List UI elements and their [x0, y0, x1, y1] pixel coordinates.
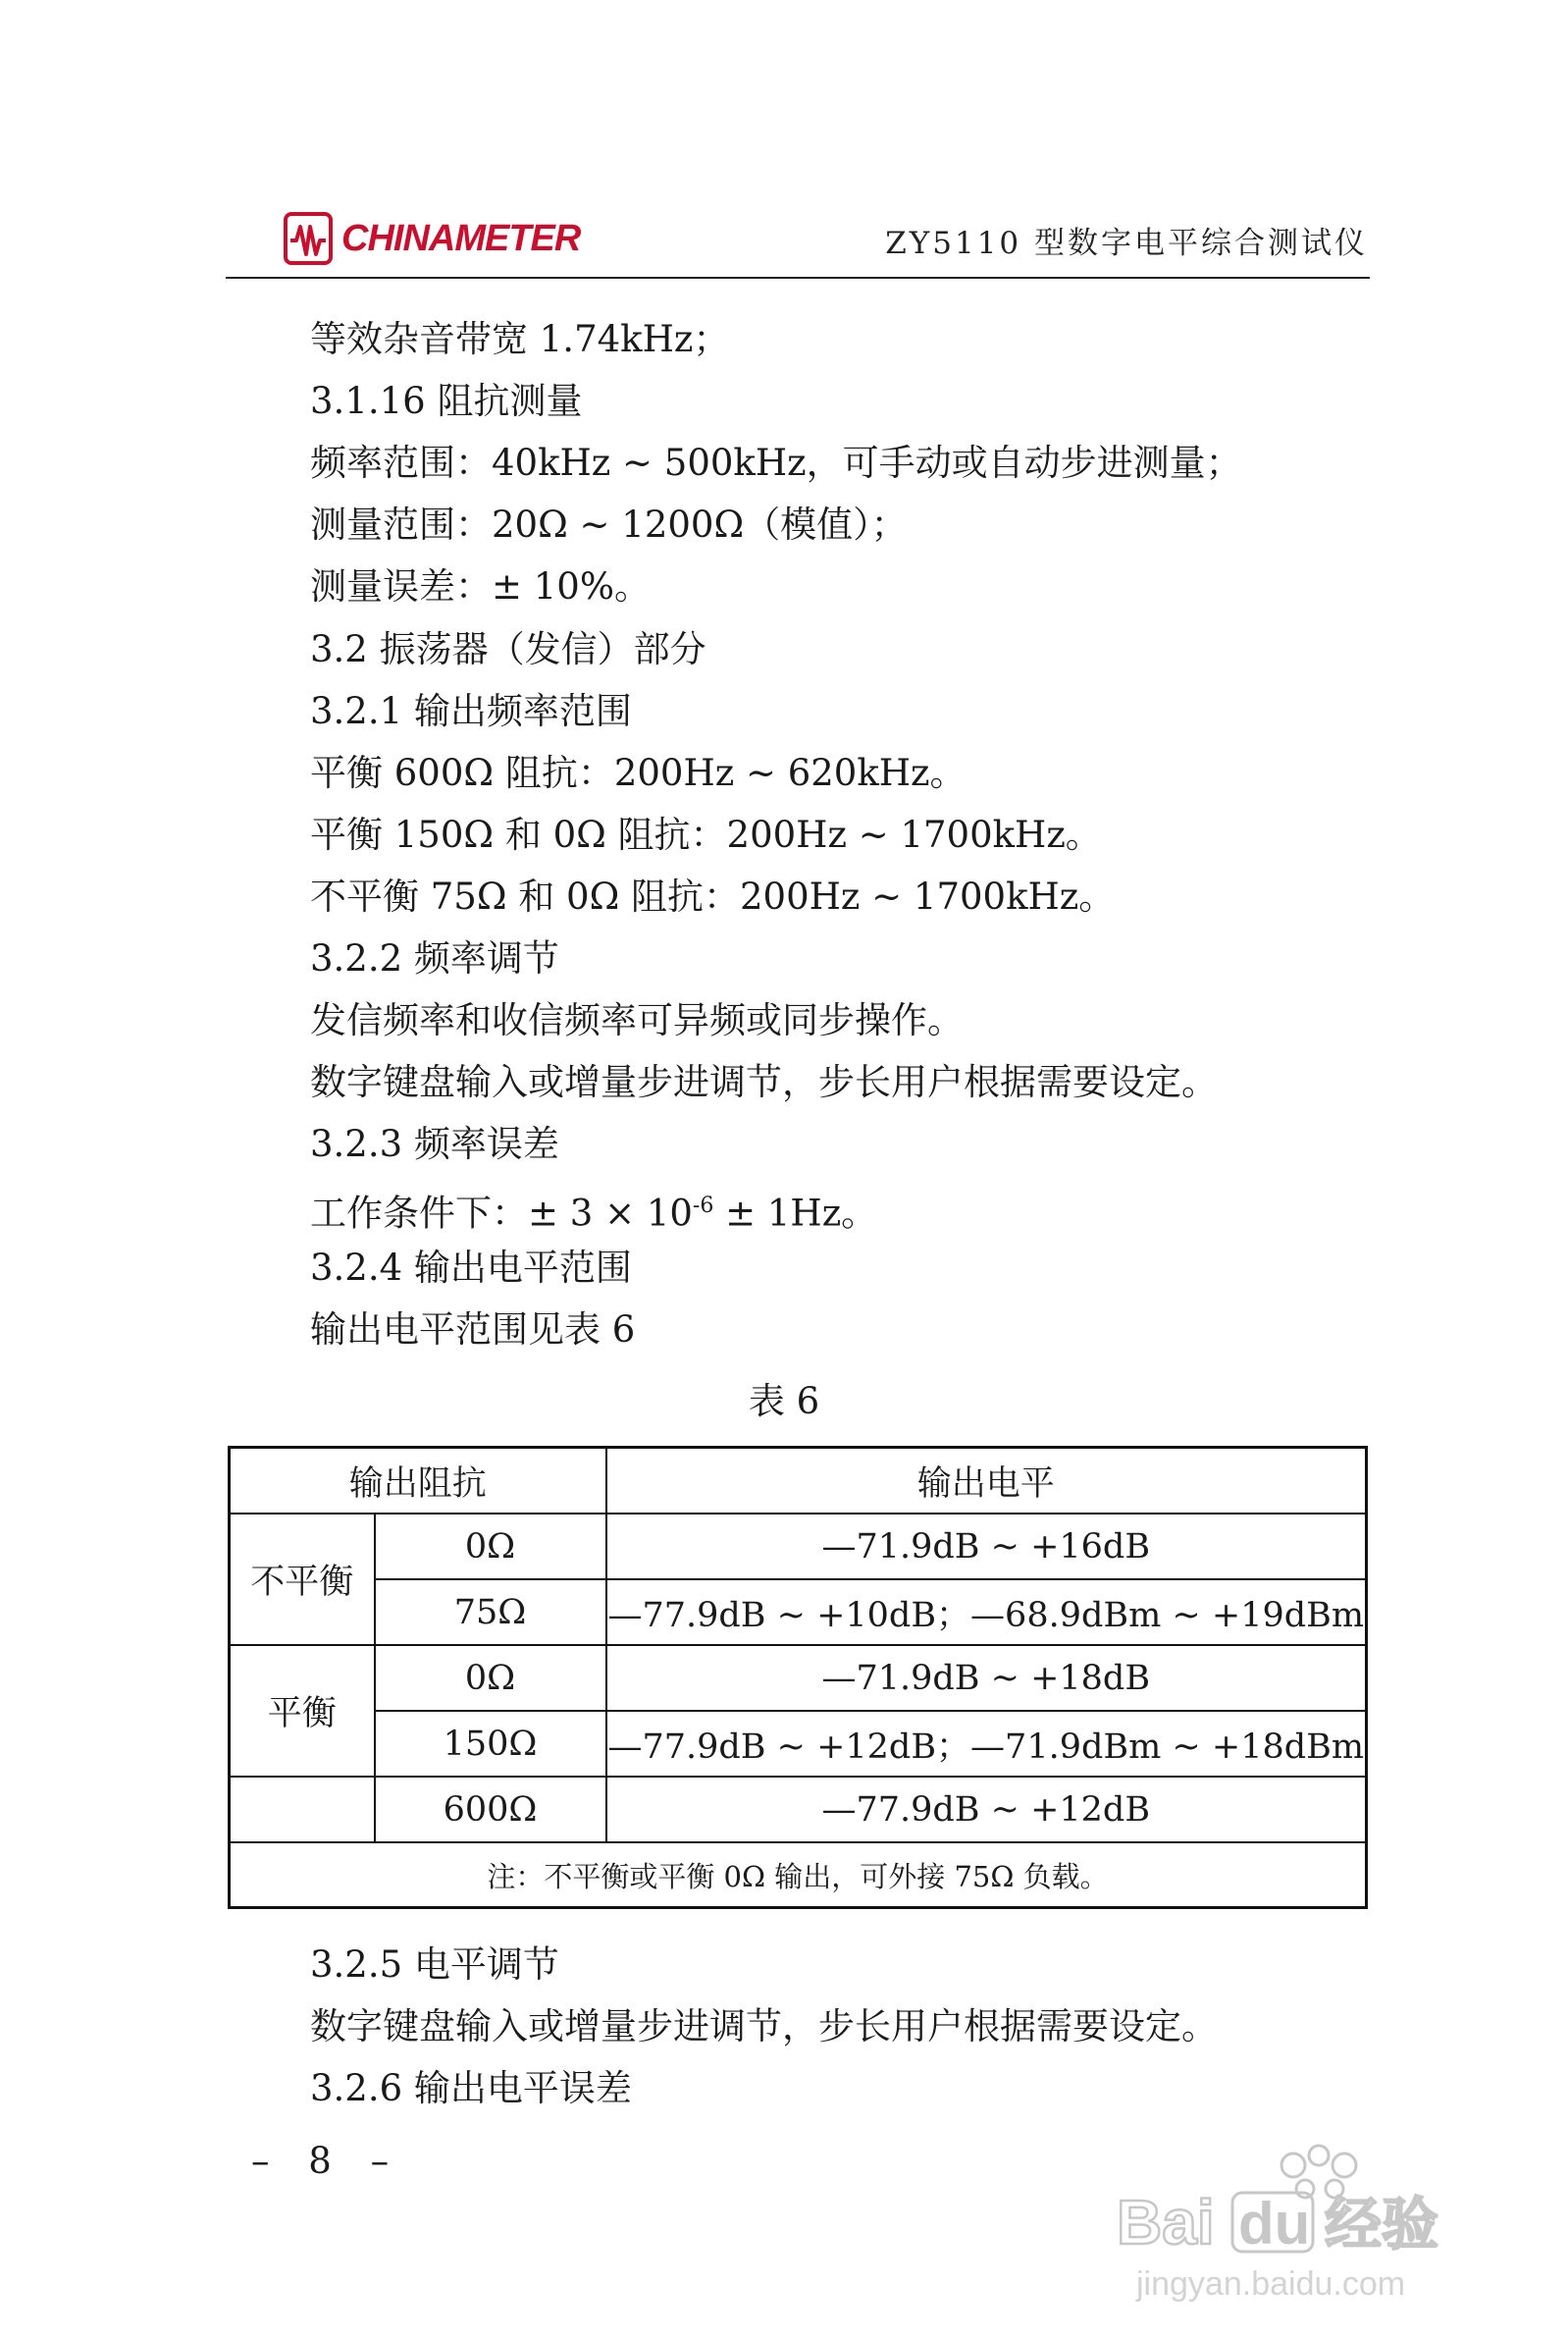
header-divider [226, 277, 1370, 279]
section-heading: 3.2.2 频率调节 [310, 937, 559, 980]
table-row [230, 1579, 1367, 1645]
error-prefix: 工作条件下：± 3 × 10 [310, 1192, 693, 1235]
table-row [230, 1711, 1367, 1777]
error-exponent: -6 [692, 1194, 714, 1218]
text-line: 频率范围：40kHz ~ 500kHz，可手动或自动步进测量； [310, 442, 1242, 484]
group-unbalanced: 不平衡 [230, 1514, 375, 1645]
text-line: 测量误差：± 10%。 [310, 565, 652, 608]
text-line: 不平衡 75Ω 和 0Ω 阻抗：200Hz ~ 1700kHz。 [310, 876, 1116, 918]
text-line: 输出电平范围见表 6 [310, 1308, 636, 1351]
text-line: 等效杂音带宽 1.74kHz； [310, 318, 730, 360]
table-note-row [230, 1842, 1367, 1908]
section-heading: 3.2.5 电平调节 [310, 1943, 559, 1986]
table-row [230, 1514, 1367, 1579]
impedance-cell: 0Ω [375, 1514, 606, 1579]
header-output-level: 输出电平 [606, 1448, 1367, 1514]
baidu-jingyan-watermark [1107, 2128, 1480, 2314]
error-suffix: ± 1Hz。 [713, 1192, 878, 1235]
table-header-row [230, 1448, 1367, 1514]
chinameter-logo [283, 208, 597, 269]
frequency-error-line [310, 1185, 877, 1235]
empty-group-cell [230, 1777, 375, 1842]
section-heading: 3.1.16 阻抗测量 [310, 380, 583, 422]
impedance-cell: 75Ω [375, 1579, 606, 1645]
section-heading: 3.2.4 输出电平范围 [310, 1247, 632, 1289]
header-impedance: 输出阻抗 [230, 1448, 606, 1514]
page-number: – 8 – [251, 2140, 403, 2182]
chinameter-logo-icon [283, 211, 334, 266]
section-heading: 3.2 振荡器（发信）部分 [310, 628, 706, 670]
table-row [230, 1777, 1367, 1842]
text-line: 发信频率和收信频率可异频或同步操作。 [310, 999, 964, 1041]
svg-text:Bai: Bai [1117, 2187, 1215, 2258]
svg-text:经验: 经验 [1325, 2191, 1439, 2258]
impedance-cell: 150Ω [375, 1711, 606, 1777]
impedance-cell: 0Ω [375, 1645, 606, 1711]
group-balanced: 平衡 [230, 1645, 375, 1777]
impedance-cell: 600Ω [375, 1777, 606, 1842]
level-cell: —77.9dB ~ +12dB；—71.9dBm ~ +18dBm [606, 1711, 1367, 1777]
text-line: 平衡 150Ω 和 0Ω 阻抗：200Hz ~ 1700kHz。 [310, 814, 1102, 856]
level-cell: —71.9dB ~ +18dB [606, 1645, 1367, 1711]
text-line: 测量范围：20Ω ~ 1200Ω（模值）； [310, 504, 908, 546]
table-row [230, 1645, 1367, 1711]
output-level-table [228, 1446, 1368, 1909]
section-heading: 3.2.3 频率误差 [310, 1123, 559, 1165]
logo-text: CHINAMETER [341, 218, 581, 259]
level-cell: —71.9dB ~ +16dB [606, 1514, 1367, 1579]
text-line: 数字键盘输入或增量步进调节，步长用户根据需要设定。 [310, 2005, 1218, 2047]
text-line: 数字键盘输入或增量步进调节，步长用户根据需要设定。 [310, 1061, 1218, 1103]
text-line: 平衡 600Ω 阻抗：200Hz ~ 620kHz。 [310, 752, 967, 794]
section-heading: 3.2.1 输出频率范围 [310, 690, 632, 732]
table-note: 注：不平衡或平衡 0Ω 输出，可外接 75Ω 负载。 [230, 1842, 1367, 1908]
svg-text:jingyan.baidu.com: jingyan.baidu.com [1136, 2265, 1406, 2303]
section-heading: 3.2.6 输出电平误差 [310, 2067, 632, 2109]
level-cell: —77.9dB ~ +10dB；—68.9dBm ~ +19dBm [606, 1579, 1367, 1645]
document-title: ZY5110 型数字电平综合测试仪 [885, 226, 1368, 261]
svg-text:du: du [1238, 2191, 1311, 2257]
table-caption: 表 6 [748, 1380, 820, 1422]
level-cell: —77.9dB ~ +12dB [606, 1777, 1367, 1842]
